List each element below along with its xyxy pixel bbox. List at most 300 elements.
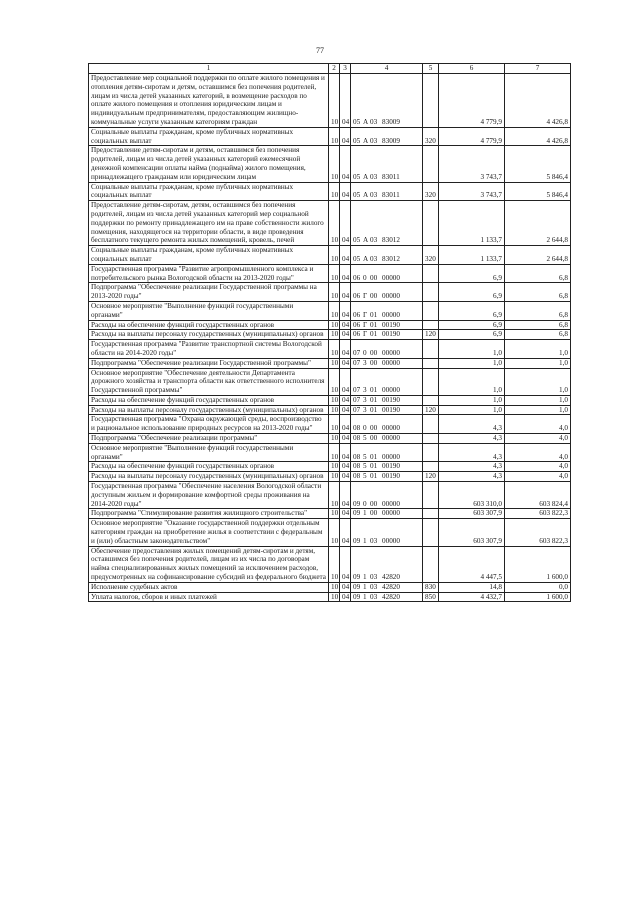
row-section: 10 [329,330,340,340]
target-article-part: 3 [363,405,367,414]
target-article-part: Г [363,310,368,319]
target-article-part: 03 [370,582,378,591]
target-article-part: 08 [353,462,361,471]
row-amount-1: 4,3 [439,472,505,482]
row-section: 10 [329,582,340,592]
row-name: Основное мероприятие "Оказание государственной поддержки отдельным категориям граждан на приобретение жилья в соответствии с федеральным и (или) областным законодательством" [89,519,329,546]
row-amount-1: 1,0 [439,358,505,368]
row-amount-2: 6,8 [505,301,571,320]
target-article-part: 83009 [382,136,400,145]
row-subsection: 04 [340,472,351,482]
row-amount-1: 3 743,7 [439,146,505,182]
row-name: Подпрограмма "Обеспечение реализации Государственной программы на 2013-2020 годы" [89,283,329,302]
row-amount-2: 4,0 [505,472,571,482]
row-amount-2: 1 600,0 [505,546,571,582]
row-name: Основное мероприятие "Выполнение функций государственными органами" [89,301,329,320]
target-article-part: 01 [370,310,378,319]
row-subsection: 04 [340,146,351,182]
row-section: 10 [329,443,340,462]
target-article-part: 0 [363,348,367,357]
row-amount-1: 4,3 [439,434,505,444]
target-article-part: 06 [353,330,361,339]
row-subsection: 04 [340,358,351,368]
target-article-part: 1 [363,509,367,518]
row-expense-type [423,482,439,509]
target-article-part: 83011 [382,191,400,200]
row-amount-1: 3 743,7 [439,182,505,201]
row-amount-1: 1,0 [439,368,505,395]
row-target-article [351,443,423,462]
row-expense-type [423,368,439,395]
row-amount-2: 1,0 [505,395,571,405]
table-row [89,340,571,359]
row-amount-2: 2 644,8 [505,246,571,265]
row-subsection: 04 [340,127,351,146]
target-article-part: 42820 [382,592,400,601]
target-article-part: 83012 [382,236,400,245]
target-article-part: 06 [353,292,361,301]
target-article-part: 00000 [382,310,400,319]
row-subsection: 04 [340,74,351,128]
target-article-part: 03 [370,172,378,181]
row-name: Социальные выплаты гражданам, кроме публичных нормативных социальных выплат [89,127,329,146]
row-name: Расходы на обеспечение функций государственных органов [89,320,329,330]
target-article-part: 03 [370,191,378,200]
table-row [89,415,571,434]
row-amount-2: 4 426,8 [505,74,571,128]
row-name: Уплата налогов, сборов и иных платежей [89,592,329,602]
row-section: 10 [329,482,340,509]
target-article-part: 83009 [382,117,400,126]
row-subsection: 04 [340,405,351,415]
row-amount-2: 2 644,8 [505,201,571,246]
table-row [89,182,571,201]
table-row [89,127,571,146]
row-target-article [351,246,423,265]
target-article-part: 00000 [382,434,400,443]
target-article-part: 07 [353,395,361,404]
row-subsection: 04 [340,482,351,509]
target-article-part: 01 [370,386,378,395]
row-amount-1: 6,9 [439,330,505,340]
row-target-article [351,519,423,546]
row-name: Расходы на выплаты персоналу государственных (муниципальных) органов [89,405,329,415]
row-amount-1: 4 432,7 [439,592,505,602]
row-name: Государственная программа "Охрана окружающей среды, воспроизводство и рациональное использование природных ресурсов на 2013-2020 годы" [89,415,329,434]
target-article-part: 01 [370,452,378,461]
target-article-part: 00190 [382,462,400,471]
target-article-part: 01 [370,462,378,471]
row-expense-type [423,509,439,519]
row-expense-type [423,434,439,444]
row-amount-1: 6,9 [439,283,505,302]
row-name: Государственная программа "Развитие транспортной системы Вологодской области на 2014-2020 годы" [89,340,329,359]
row-section: 10 [329,182,340,201]
target-article-part: 00190 [382,405,400,414]
header-col-1: 1 [89,64,329,74]
target-article-part: 08 [353,452,361,461]
header-col-4: 4 [351,64,423,74]
target-article-part: 00000 [382,452,400,461]
header-col-7: 7 [505,64,571,74]
target-article-part: 00000 [382,273,400,282]
target-article-part: 00000 [382,358,400,367]
row-subsection: 04 [340,201,351,246]
table-row [89,434,571,444]
row-subsection: 04 [340,415,351,434]
target-article-part: 00 [370,509,378,518]
row-section: 10 [329,74,340,128]
row-expense-type [423,74,439,128]
row-amount-1: 1,0 [439,395,505,405]
target-article-part: 3 [363,395,367,404]
target-article-part: Г [363,292,368,301]
target-article-part: А [363,172,369,181]
row-section: 10 [329,462,340,472]
row-expense-type [423,443,439,462]
row-name: Предоставление детям-сиротам, детям, оставшимся без попечения родителей, лицам из числа детей указанных категорий мер социальной поддержки по ремонту принадлежащего им на праве собственности жилого помещения, находящегося на территории области, в виде проведения бесплатного текущего ремонта жилых помещений, кровель, печей [89,201,329,246]
target-article-part: 00000 [382,509,400,518]
target-article-part: 5 [363,462,367,471]
row-amount-2: 4 426,8 [505,127,571,146]
row-expense-type: 120 [423,405,439,415]
table-row [89,368,571,395]
target-article-part: 00000 [382,386,400,395]
page-number: 77 [316,46,324,55]
row-name: Основное мероприятие "Обеспечение деятельности Департамента дорожного хозяйства и транспорта области как ответственного исполнителя Государственной программы" [89,368,329,395]
header-col-3: 3 [340,64,351,74]
target-article-part: 00190 [382,320,400,329]
target-article-part: Г [363,320,368,329]
row-subsection: 04 [340,246,351,265]
row-subsection: 04 [340,320,351,330]
target-article-part: 03 [370,536,378,545]
row-target-article [351,582,423,592]
row-name: Расходы на обеспечение функций государственных органов [89,462,329,472]
target-article-part: 00190 [382,395,400,404]
row-expense-type [423,264,439,283]
row-target-article [351,592,423,602]
row-subsection: 04 [340,582,351,592]
row-target-article [351,368,423,395]
target-article-part: 06 [353,310,361,319]
target-article-part: 00190 [382,472,400,481]
target-article-part: 42820 [382,573,400,582]
target-article-part: 05 [353,136,361,145]
header-col-5: 5 [423,64,439,74]
target-article-part: 08 [353,472,361,481]
target-article-part: 09 [353,582,361,591]
row-name: Подпрограмма "Обеспечение реализации программы" [89,434,329,444]
row-section: 10 [329,264,340,283]
row-target-article [351,358,423,368]
row-expense-type [423,201,439,246]
target-article-part: 09 [353,573,361,582]
target-article-part: А [363,254,369,263]
row-section: 10 [329,368,340,395]
row-amount-2: 4,0 [505,443,571,462]
row-section: 10 [329,127,340,146]
row-target-article [351,127,423,146]
table-row [89,246,571,265]
row-amount-1: 6,9 [439,320,505,330]
row-amount-1: 4,3 [439,415,505,434]
table-row [89,443,571,462]
row-amount-1: 1,0 [439,405,505,415]
row-target-article [351,74,423,128]
table-row [89,201,571,246]
row-section: 10 [329,283,340,302]
row-section: 10 [329,340,340,359]
budget-table [88,63,571,602]
target-article-part: 00000 [382,499,400,508]
target-article-part: 07 [353,405,361,414]
row-amount-1: 603 310,0 [439,482,505,509]
target-article-part: 03 [370,254,378,263]
row-amount-2: 5 846,4 [505,182,571,201]
row-subsection: 04 [340,592,351,602]
target-article-part: А [363,136,369,145]
table-row [89,509,571,519]
row-name: Предоставление мер социальной поддержки по оплате жилого помещения и отопления детям-сиротам и детям, оставшимся без попечения родителей, лицам из числа детей указанных категорий, в возмещение расходов по оплате жилого помещения и отопления юридическим лицам и индивидуальным предпринимателям, предоставляющим жилищно-коммунальные услуги указанным категориям граждан [89,74,329,128]
row-subsection: 04 [340,182,351,201]
table-header-row [89,64,571,74]
row-expense-type [423,462,439,472]
row-section: 10 [329,472,340,482]
row-section: 10 [329,546,340,582]
row-section: 10 [329,301,340,320]
table-row [89,582,571,592]
row-target-article [351,320,423,330]
row-expense-type: 850 [423,592,439,602]
target-article-part: 09 [353,509,361,518]
row-target-article [351,462,423,472]
table-row [89,301,571,320]
row-subsection: 04 [340,462,351,472]
row-name: Подпрограмма "Стимулирование развития жилищного строительства" [89,509,329,519]
target-article-part: 06 [353,273,361,282]
row-section: 10 [329,405,340,415]
row-name: Расходы на обеспечение функций государственных органов [89,395,329,405]
row-section: 10 [329,592,340,602]
target-article-part: 0 [363,273,367,282]
row-expense-type: 320 [423,246,439,265]
table-row [89,330,571,340]
row-name: Обеспечение предоставления жилых помещений детям-сиротам и детям, оставшимся без попечения родителей, лицам из их числа по договорам найма специализированных жилых помещений за исключением расходов, предусмотренных на софинансирование субсидий из федерального бюджета [89,546,329,582]
target-article-part: 03 [370,117,378,126]
target-article-part: 07 [353,358,361,367]
target-article-part: 09 [353,592,361,601]
target-article-part: 00000 [382,348,400,357]
row-amount-2: 603 822,3 [505,519,571,546]
row-subsection: 04 [340,340,351,359]
target-article-part: А [363,236,369,245]
row-amount-1: 4 447,5 [439,546,505,582]
target-article-part: 00 [370,424,378,433]
table-row [89,74,571,128]
row-expense-type: 320 [423,182,439,201]
target-article-part: 83011 [382,172,400,181]
row-name: Государственная программа "Развитие агропромышленного комплекса и потребительского рынка Вологодской области на 2013-2020 годы" [89,264,329,283]
target-article-part: 01 [370,472,378,481]
table-row [89,592,571,602]
row-expense-type [423,395,439,405]
row-expense-type [423,519,439,546]
target-article-part: 1 [363,536,367,545]
row-name: Подпрограмма "Обеспечение реализации Государственной программы" [89,358,329,368]
row-target-article [351,301,423,320]
row-name: Предоставление детям-сиротам и детям, оставшимся без попечения родителей, лицам из числа детей указанных категорий ежемесячной денежной компенсации оплаты найма (поднайма) жилого помещения, принадлежащего гражданам или юридическим лицам [89,146,329,182]
target-article-part: 01 [370,395,378,404]
target-article-part: 01 [370,320,378,329]
row-expense-type [423,320,439,330]
row-section: 10 [329,434,340,444]
target-article-part: 5 [363,452,367,461]
row-amount-2: 6,8 [505,264,571,283]
row-target-article [351,264,423,283]
row-expense-type: 120 [423,472,439,482]
row-amount-2: 603 824,4 [505,482,571,509]
row-target-article [351,283,423,302]
target-article-part: 00000 [382,292,400,301]
row-amount-2: 1,0 [505,340,571,359]
row-amount-2: 1,0 [505,358,571,368]
table-row [89,320,571,330]
target-article-part: А [363,117,369,126]
target-article-part: 01 [370,330,378,339]
target-article-part: 00 [370,499,378,508]
row-name: Исполнение судебных актов [89,582,329,592]
target-article-part: 06 [353,320,361,329]
row-amount-2: 1,0 [505,405,571,415]
target-article-part: 00190 [382,330,400,339]
row-subsection: 04 [340,443,351,462]
row-target-article [351,546,423,582]
row-name: Социальные выплаты гражданам, кроме публичных нормативных социальных выплат [89,182,329,201]
row-subsection: 04 [340,301,351,320]
row-amount-2: 6,8 [505,330,571,340]
row-subsection: 04 [340,509,351,519]
row-name: Основное мероприятие "Выполнение функций государственными органами" [89,443,329,462]
row-subsection: 04 [340,519,351,546]
row-target-article [351,415,423,434]
table-row [89,546,571,582]
table-row [89,472,571,482]
row-amount-2: 0,0 [505,582,571,592]
row-section: 10 [329,395,340,405]
target-article-part: 05 [353,236,361,245]
row-amount-1: 1,0 [439,340,505,359]
row-amount-1: 4 779,9 [439,74,505,128]
target-article-part: 3 [363,358,367,367]
row-section: 10 [329,146,340,182]
row-amount-1: 4,3 [439,443,505,462]
row-section: 10 [329,320,340,330]
row-amount-1: 6,9 [439,301,505,320]
target-article-part: 42820 [382,582,400,591]
row-subsection: 04 [340,368,351,395]
row-target-article [351,182,423,201]
table-row [89,358,571,368]
row-amount-1: 603 307,9 [439,519,505,546]
target-article-part: 08 [353,434,361,443]
table-body [89,74,571,602]
row-target-article [351,395,423,405]
target-article-part: 1 [363,592,367,601]
row-amount-2: 1,0 [505,368,571,395]
row-amount-1: 1 133,7 [439,201,505,246]
target-article-part: 03 [370,573,378,582]
row-name: Государственная программа "Обеспечение населения Вологодской области доступным жильем и формирование комфортной среды проживания на 2014-2020 годы" [89,482,329,509]
target-article-part: 3 [363,386,367,395]
table-row [89,482,571,509]
target-article-part: 00 [370,273,378,282]
target-article-part: 0 [363,499,367,508]
row-target-article [351,472,423,482]
table-row [89,405,571,415]
target-article-part: 00 [370,292,378,301]
target-article-part: 00 [370,358,378,367]
table-row [89,462,571,472]
row-expense-type [423,358,439,368]
row-target-article [351,201,423,246]
row-amount-2: 6,8 [505,320,571,330]
row-expense-type [423,340,439,359]
target-article-part: 00 [370,434,378,443]
header-col-6: 6 [439,64,505,74]
row-expense-type [423,415,439,434]
row-expense-type [423,546,439,582]
row-expense-type [423,283,439,302]
target-article-part: 1 [363,582,367,591]
row-subsection: 04 [340,546,351,582]
target-article-part: 07 [353,386,361,395]
row-target-article [351,146,423,182]
row-amount-2: 6,8 [505,283,571,302]
row-section: 10 [329,415,340,434]
target-article-part: А [363,191,369,200]
target-article-part: 00 [370,348,378,357]
row-section: 10 [329,509,340,519]
row-amount-2: 1 600,0 [505,592,571,602]
row-subsection: 04 [340,330,351,340]
row-amount-1: 6,9 [439,264,505,283]
table-row [89,395,571,405]
row-subsection: 04 [340,264,351,283]
row-section: 10 [329,201,340,246]
target-article-part: 05 [353,191,361,200]
table-row [89,146,571,182]
row-section: 10 [329,246,340,265]
row-subsection: 04 [340,283,351,302]
target-article-part: 1 [363,573,367,582]
target-article-part: 05 [353,254,361,263]
row-target-article [351,340,423,359]
target-article-part: 05 [353,172,361,181]
row-section: 10 [329,358,340,368]
row-amount-2: 603 822,3 [505,509,571,519]
row-name: Социальные выплаты гражданам, кроме публичных нормативных социальных выплат [89,246,329,265]
table-row [89,283,571,302]
row-target-article [351,434,423,444]
table-row [89,264,571,283]
target-article-part: 00000 [382,424,400,433]
target-article-part: 07 [353,348,361,357]
row-target-article [351,330,423,340]
target-article-part: 03 [370,236,378,245]
row-subsection: 04 [340,395,351,405]
row-expense-type [423,146,439,182]
